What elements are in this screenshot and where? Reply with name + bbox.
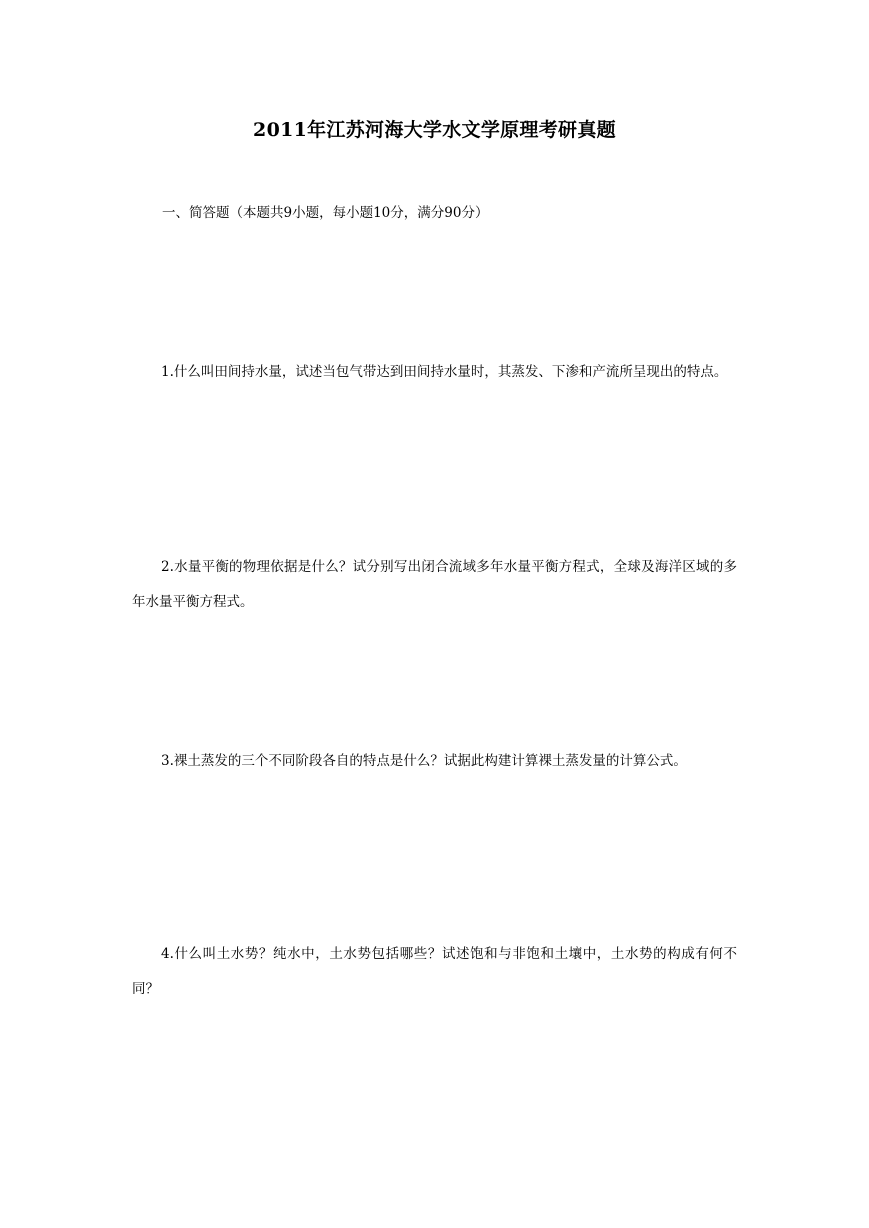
question-1 — [132, 355, 737, 390]
question-number: 2. — [161, 559, 174, 575]
question-text: 裸土蒸发的三个不同阶段各自的特点是什么？试据此构建计算裸土蒸发量的计算公式。 — [173, 753, 687, 769]
question-text: 水量平衡的物理依据是什么？试分别写出闭合流域多年水量平衡方程式，全球及海洋区域的多年水量平衡方程式。 — [132, 559, 737, 610]
question-number: 3. — [161, 753, 174, 769]
question-4 — [132, 937, 737, 1007]
question-number: 1. — [161, 364, 174, 380]
question-text: 什么叫田间持水量，试述当包气带达到田间持水量时，其蒸发、下渗和产流所呈现出的特点。 — [173, 364, 728, 380]
section-heading: 一、简答题（本题共9小题，每小题10分，满分90分） — [162, 205, 489, 221]
question-text: 什么叫土水势？纯水中，土水势包括哪些？试述饱和与非饱和土壤中，土水势的构成有何不同？ — [132, 946, 737, 997]
question-3 — [132, 744, 737, 779]
question-number: 4. — [161, 946, 174, 962]
question-2 — [132, 550, 737, 620]
document-title: 2011年江苏河海大学水文学原理考研真题 — [253, 119, 616, 141]
